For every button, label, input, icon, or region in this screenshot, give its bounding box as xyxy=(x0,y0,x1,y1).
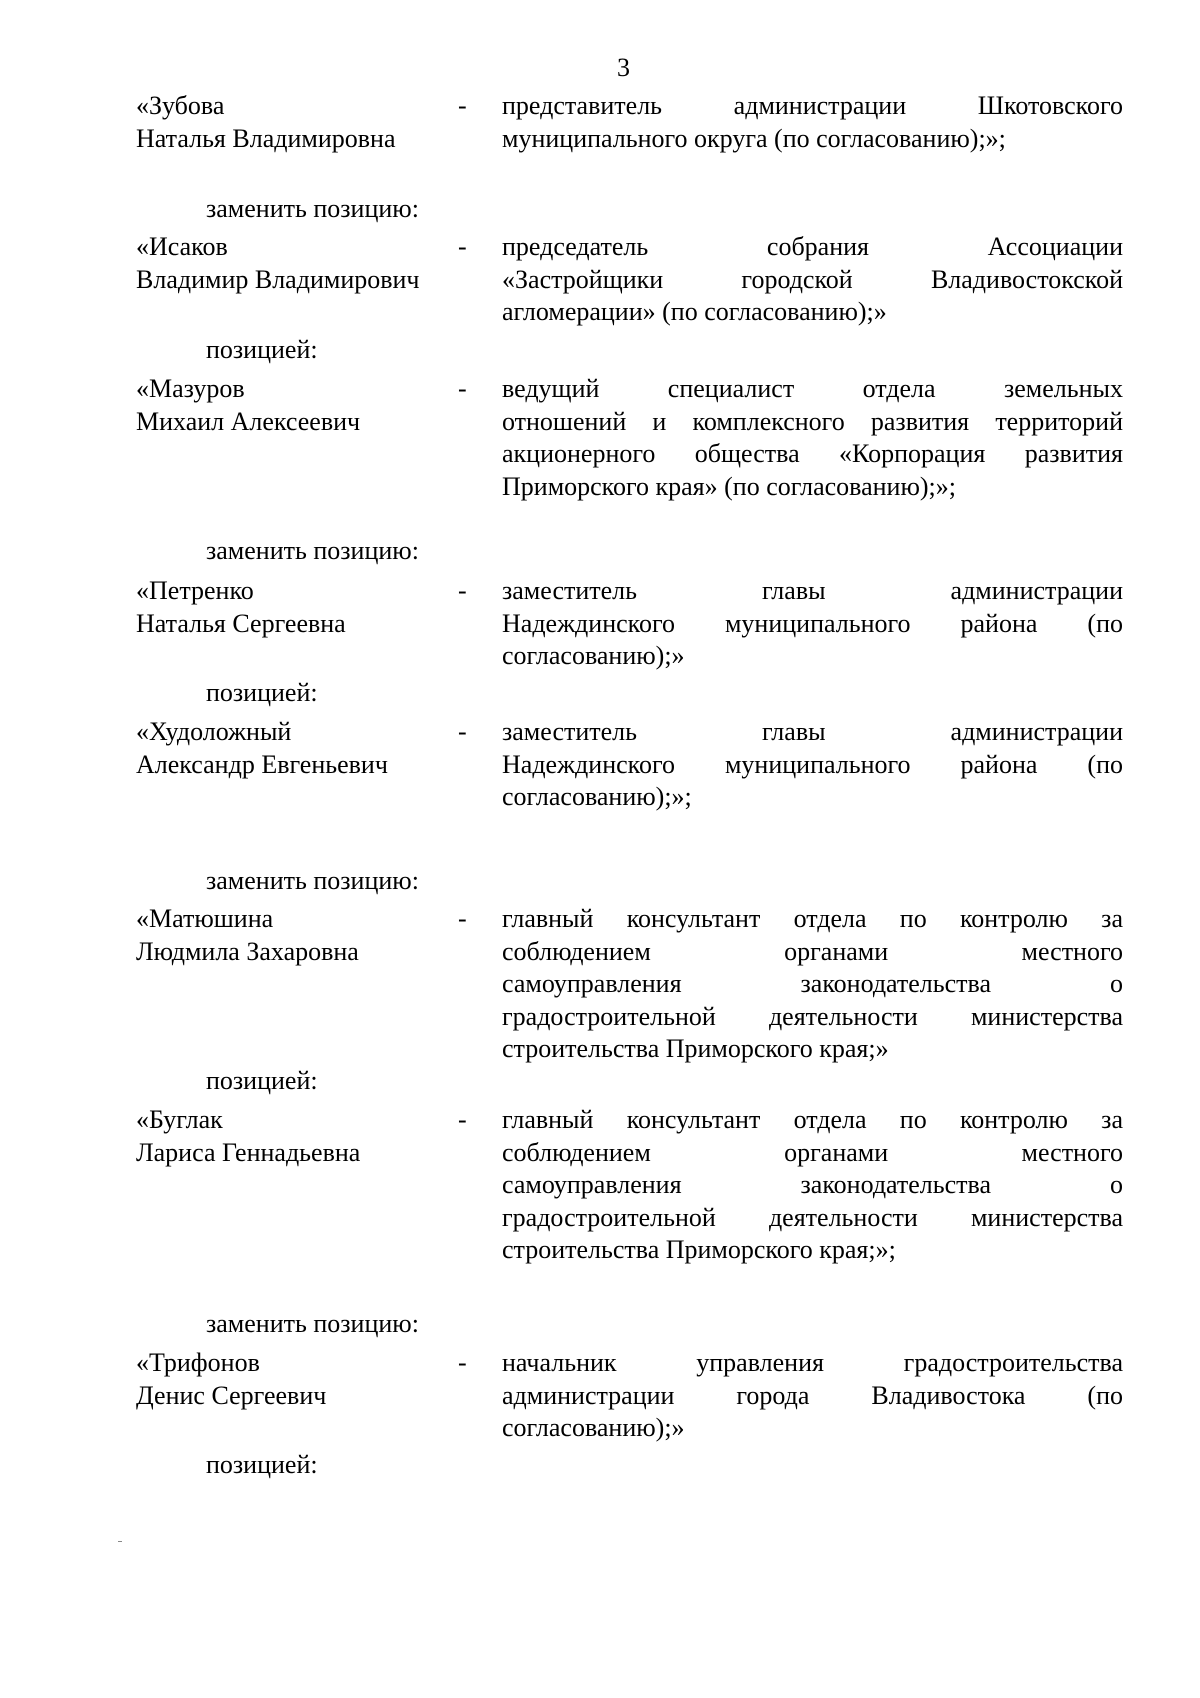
position-line: градостроительной деятельности министерства xyxy=(502,1202,1123,1232)
member-position xyxy=(502,716,1123,814)
member-given-names: Михаил Алексеевич xyxy=(136,406,361,436)
position-line: агломерации» (по согласованию);» xyxy=(502,297,887,326)
member-position xyxy=(502,90,1123,155)
member-given-names: Людмила Захаровна xyxy=(136,936,359,966)
member-entry xyxy=(136,716,1126,836)
member-name xyxy=(136,1347,466,1412)
dash-separator: - xyxy=(458,576,467,605)
position-line: главный консультант отдела по контролю за xyxy=(502,1105,1123,1134)
member-entry xyxy=(136,903,1126,1063)
member-surname: «Матюшина xyxy=(136,904,274,933)
dash-separator: - xyxy=(458,374,467,403)
member-name xyxy=(136,373,466,438)
replace-position-label: заменить позицию: xyxy=(206,866,419,895)
member-surname: «Петренко xyxy=(136,576,254,605)
position-line: градостроительной деятельности министерства xyxy=(502,1001,1123,1031)
position-line: ведущий специалист отдела земельных xyxy=(502,374,1123,403)
position-line: «Застройщики городской Владивостокской xyxy=(502,264,1123,294)
new-position-label: позицией: xyxy=(206,1066,318,1095)
member-surname: «Мазуров xyxy=(136,374,245,403)
member-given-names: Денис Сергеевич xyxy=(136,1380,327,1410)
member-surname: «Исаков xyxy=(136,232,228,261)
position-line: администрации города Владивостока (по xyxy=(502,1380,1123,1410)
position-line: заместитель главы администрации xyxy=(502,717,1123,746)
member-position xyxy=(502,373,1123,503)
position-line: Приморского края» (по согласованию);»; xyxy=(502,471,956,501)
position-line: соблюдением органами местного xyxy=(502,936,1123,966)
member-entry xyxy=(136,90,1126,210)
dash-separator: - xyxy=(458,717,467,746)
member-surname: «Буглак xyxy=(136,1105,223,1134)
position-line: отношений и комплексного развития территорий xyxy=(502,406,1123,436)
member-entry xyxy=(136,1104,1126,1264)
member-surname: «Худоложный xyxy=(136,717,292,746)
dash-separator: - xyxy=(458,232,467,261)
position-line: согласованию);» xyxy=(502,641,685,670)
position-line: соблюдением органами местного xyxy=(502,1137,1123,1167)
position-line: Надеждинского муниципального района (по xyxy=(502,608,1123,638)
position-line: Надеждинского муниципального района (по xyxy=(502,749,1123,779)
replace-position-label: заменить позицию: xyxy=(206,1309,419,1338)
position-line: акционерного общества «Корпорация развития xyxy=(502,439,1123,468)
member-position xyxy=(502,231,1123,329)
new-position-label: позицией: xyxy=(206,1450,318,1479)
member-given-names: Наталья Сергеевна xyxy=(136,608,346,638)
position-line: строительства Приморского края;»; xyxy=(502,1235,896,1264)
position-line: самоуправления законодательства о xyxy=(502,969,1123,998)
member-given-names: Владимир Владимирович xyxy=(136,264,420,294)
position-line: заместитель главы администрации xyxy=(502,576,1123,605)
member-given-names: Александр Евгеньевич xyxy=(136,749,388,779)
position-line: согласованию);»; xyxy=(502,782,692,811)
member-name xyxy=(136,903,466,968)
member-given-names: Наталья Владимировна xyxy=(136,123,396,153)
position-line: строительства Приморского края;» xyxy=(502,1034,889,1063)
member-name xyxy=(136,90,466,155)
replace-position-label: заменить позицию: xyxy=(206,536,419,565)
position-line: муниципального округа (по согласованию);»; xyxy=(502,123,1006,153)
position-line: председатель собрания Ассоциации xyxy=(502,232,1123,261)
member-position xyxy=(502,575,1123,673)
member-name xyxy=(136,716,466,781)
member-name xyxy=(136,231,466,296)
dash-separator: - xyxy=(458,1105,467,1134)
position-line: самоуправления законодательства о xyxy=(502,1170,1123,1199)
member-given-names: Лариса Геннадьевна xyxy=(136,1137,361,1167)
member-name xyxy=(136,575,466,640)
dash-separator: - xyxy=(458,904,467,933)
new-position-label: позицией: xyxy=(206,678,318,707)
member-position xyxy=(502,1104,1123,1267)
new-position-label: позицией: xyxy=(206,335,318,364)
position-line: главный консультант отдела по контролю за xyxy=(502,904,1123,933)
dash-separator: - xyxy=(458,91,467,120)
dash-separator: - xyxy=(458,1348,467,1377)
member-position xyxy=(502,1347,1123,1445)
member-surname: «Трифонов xyxy=(136,1348,260,1377)
position-line: представитель администрации Шкотовского xyxy=(502,91,1123,120)
position-line: согласованию);» xyxy=(502,1413,685,1442)
position-line: начальник управления градостроительства xyxy=(502,1348,1123,1377)
member-name xyxy=(136,1104,466,1169)
member-surname: «Зубова xyxy=(136,91,225,120)
member-entry xyxy=(136,373,1126,501)
page-number: 3 xyxy=(617,53,630,82)
member-entry xyxy=(136,231,1126,351)
member-position xyxy=(502,903,1123,1066)
scan-speck xyxy=(118,1541,122,1542)
replace-position-label: заменить позицию: xyxy=(206,194,419,223)
